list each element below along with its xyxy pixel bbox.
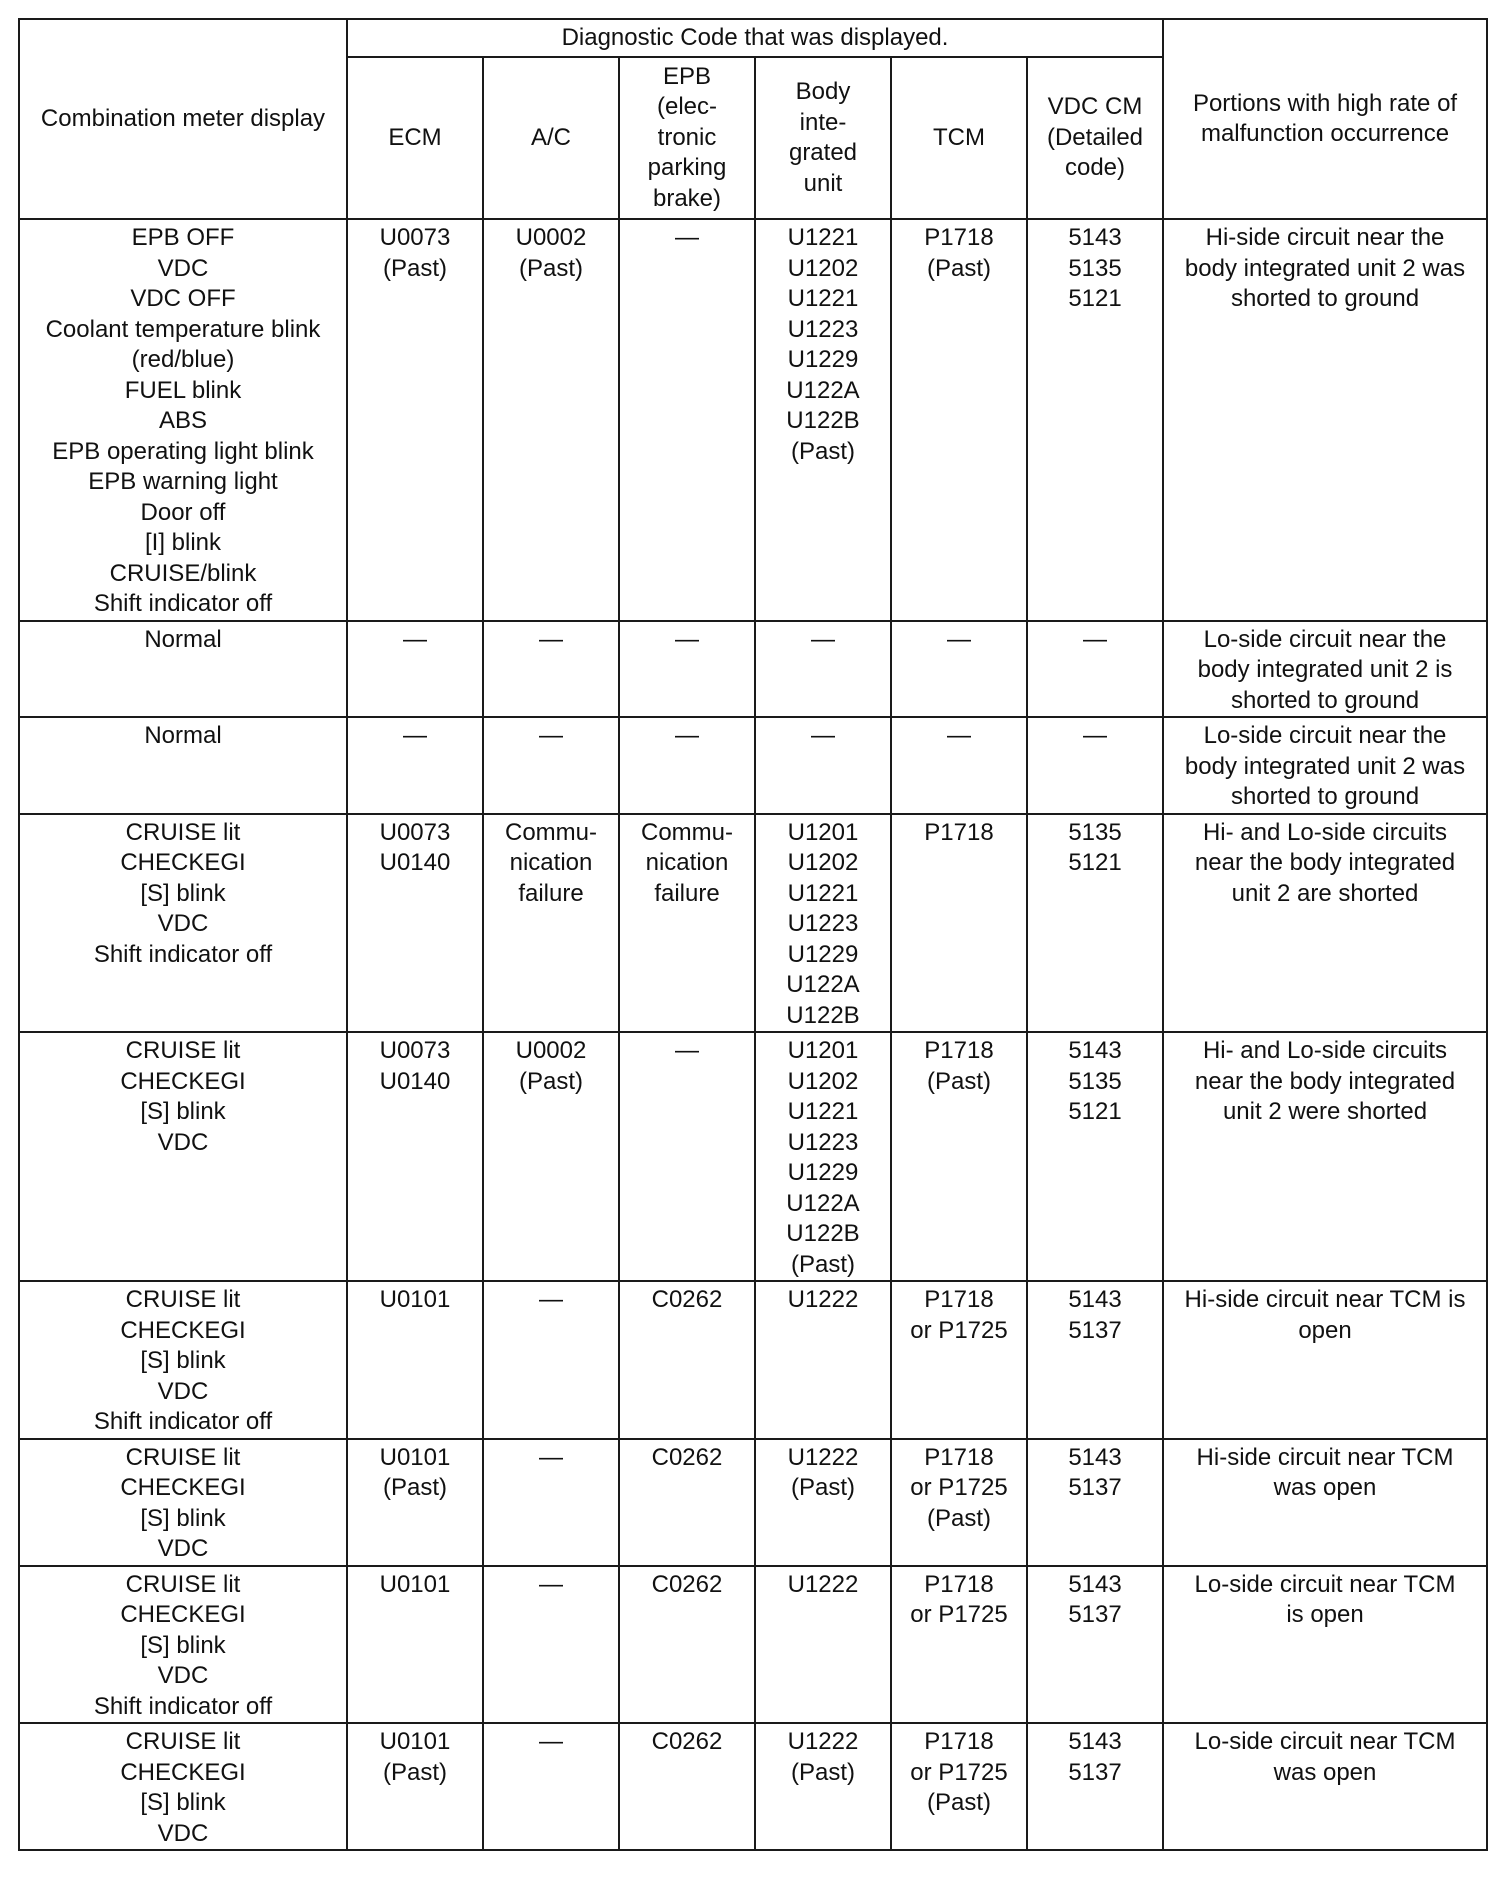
cell-line: P1718 xyxy=(924,1037,994,1064)
cell-line: CRUISE lit xyxy=(125,1570,241,1598)
cell-line: 5121 xyxy=(1068,849,1122,876)
cell-line: (Past) xyxy=(790,1758,855,1786)
cell-tcm xyxy=(891,1439,1027,1566)
cell-line: [I] blink xyxy=(144,529,222,556)
cell-line: Hi-side circuit near TCM xyxy=(1196,1443,1454,1471)
cell-line: — xyxy=(947,722,971,749)
cell-line: — xyxy=(1083,722,1107,749)
cell-line: malfunction occurrence xyxy=(1200,120,1450,147)
header-portions xyxy=(1163,19,1487,219)
header-ecm xyxy=(347,57,483,219)
cell-body-integrated-unit xyxy=(755,1566,891,1724)
table-row xyxy=(19,1723,1487,1850)
cell-line: U1202 xyxy=(787,254,859,282)
table-row xyxy=(19,1032,1487,1281)
cell-line: inte- xyxy=(799,108,847,136)
cell-line: VDC xyxy=(157,1377,209,1405)
cell-line: — xyxy=(1083,625,1107,653)
table-row xyxy=(19,1566,1487,1724)
cell-line: FUEL blink xyxy=(124,376,242,404)
cell-line: (elec- xyxy=(656,93,717,121)
cell-tcm xyxy=(891,814,1027,1033)
cell-meter-display xyxy=(19,219,347,621)
cell-line: U1201 xyxy=(787,1037,859,1064)
cell-line: Portions with high rate of xyxy=(1192,89,1458,117)
header-epb xyxy=(619,57,755,219)
cell-ac xyxy=(483,621,619,718)
cell-tcm xyxy=(891,1032,1027,1281)
cell-line: or P1725 xyxy=(910,1758,1008,1786)
cell-portions xyxy=(1163,621,1487,718)
cell-line: — xyxy=(539,1728,563,1755)
cell-line: U0101 xyxy=(379,1443,451,1471)
cell-line: U1229 xyxy=(787,940,859,968)
cell-line: CHECKEGI xyxy=(120,849,246,876)
cell-line: (Past) xyxy=(382,1474,447,1501)
cell-line: body integrated unit 2 was xyxy=(1184,752,1466,780)
cell-line: U1221 xyxy=(787,285,859,312)
cell-line: VDC xyxy=(157,1662,209,1689)
cell-ac xyxy=(483,717,619,814)
cell-line: or P1725 xyxy=(910,1474,1008,1501)
cell-body-integrated-unit xyxy=(755,1032,891,1281)
cell-line: U122A xyxy=(786,971,860,998)
cell-line: or P1725 xyxy=(910,1316,1008,1344)
cell-portions xyxy=(1163,1439,1487,1566)
table-body xyxy=(19,219,1487,1850)
cell-line: 5137 xyxy=(1068,1758,1122,1786)
cell-tcm xyxy=(891,1723,1027,1850)
cell-line: EPB OFF xyxy=(131,224,235,251)
cell-line: shorted to ground xyxy=(1230,686,1420,714)
cell-line: — xyxy=(539,1570,563,1598)
cell-line: Lo-side circuit near TCM xyxy=(1194,1570,1456,1598)
cell-line: CHECKEGI xyxy=(120,1474,246,1501)
cell-line: CRUISE lit xyxy=(125,818,241,846)
cell-line: 5143 xyxy=(1068,1570,1122,1598)
cell-ecm xyxy=(347,621,483,718)
cell-line: nication xyxy=(509,849,593,876)
cell-vdc-cm xyxy=(1027,1281,1163,1439)
cell-tcm xyxy=(891,717,1027,814)
cell-line: near the body integrated xyxy=(1194,1067,1456,1095)
cell-ecm xyxy=(347,1723,483,1850)
cell-line: — xyxy=(675,224,699,251)
cell-line: U0101 xyxy=(379,1728,451,1755)
cell-line: body integrated unit 2 is xyxy=(1197,656,1453,683)
cell-vdc-cm xyxy=(1027,1566,1163,1724)
cell-epb xyxy=(619,1723,755,1850)
cell-line: unit xyxy=(803,169,843,197)
cell-ecm xyxy=(347,717,483,814)
cell-line: unit 2 were shorted xyxy=(1222,1098,1428,1125)
cell-vdc-cm xyxy=(1027,814,1163,1033)
cell-ecm xyxy=(347,1566,483,1724)
cell-line: P1718 xyxy=(924,224,994,251)
cell-line: code) xyxy=(1064,154,1126,182)
cell-portions xyxy=(1163,1032,1487,1281)
cell-portions xyxy=(1163,814,1487,1033)
cell-meter-display xyxy=(19,814,347,1033)
cell-line: CHECKEGI xyxy=(120,1601,246,1628)
cell-ac xyxy=(483,1723,619,1850)
cell-body-integrated-unit xyxy=(755,717,891,814)
cell-line: VDC OFF xyxy=(130,285,236,312)
cell-line: 5143 xyxy=(1068,1037,1122,1064)
cell-line: U1229 xyxy=(787,1159,859,1186)
cell-ecm xyxy=(347,814,483,1033)
cell-line: near the body integrated xyxy=(1194,849,1456,876)
cell-epb xyxy=(619,219,755,621)
cell-line: CHECKEGI xyxy=(120,1067,246,1095)
cell-portions xyxy=(1163,1281,1487,1439)
cell-line: 5135 xyxy=(1068,818,1122,846)
cell-line: Door off xyxy=(140,498,226,526)
cell-line: EPB operating light blink xyxy=(52,437,314,465)
cell-line: Hi-side circuit near the xyxy=(1205,224,1445,251)
cell-meter-display xyxy=(19,1723,347,1850)
cell-portions xyxy=(1163,1566,1487,1724)
cell-epb xyxy=(619,1566,755,1724)
cell-ac xyxy=(483,1566,619,1724)
cell-line: U0073 xyxy=(379,1037,451,1064)
cell-line: — xyxy=(675,1037,699,1064)
table-row xyxy=(19,621,1487,718)
cell-line: (Past) xyxy=(926,254,991,282)
cell-line: C0262 xyxy=(651,1443,723,1471)
cell-portions xyxy=(1163,717,1487,814)
cell-line: (Past) xyxy=(926,1067,991,1095)
cell-body-integrated-unit xyxy=(755,1281,891,1439)
cell-line: 5135 xyxy=(1068,1067,1122,1095)
header-row-1 xyxy=(19,19,1487,57)
cell-line: (Past) xyxy=(790,1474,855,1501)
cell-line: tronic xyxy=(657,123,717,151)
cell-tcm xyxy=(891,219,1027,621)
cell-ac xyxy=(483,219,619,621)
cell-line: Shift indicator off xyxy=(93,1692,273,1720)
cell-line: (Past) xyxy=(382,1758,447,1786)
cell-line: A/C xyxy=(530,123,571,151)
cell-portions xyxy=(1163,1723,1487,1850)
cell-ac xyxy=(483,1439,619,1566)
cell-line: U0101 xyxy=(379,1286,451,1313)
cell-vdc-cm xyxy=(1027,717,1163,814)
cell-portions xyxy=(1163,219,1487,621)
cell-line: CRUISE lit xyxy=(125,1728,241,1755)
header-vdc-cm xyxy=(1027,57,1163,219)
cell-vdc-cm xyxy=(1027,621,1163,718)
cell-line: U1221 xyxy=(787,224,859,251)
cell-epb xyxy=(619,1032,755,1281)
cell-line: Commu- xyxy=(640,818,733,846)
cell-line: [S] blink xyxy=(140,1631,226,1659)
cell-line: U122A xyxy=(786,1189,860,1217)
table-row xyxy=(19,814,1487,1033)
cell-ecm xyxy=(347,1032,483,1281)
table-row xyxy=(19,717,1487,814)
cell-line: U122B xyxy=(786,407,860,434)
cell-line: failure xyxy=(654,879,720,907)
cell-line: Normal xyxy=(144,625,222,653)
cell-line: (Detailed xyxy=(1046,123,1144,151)
cell-line: 5143 xyxy=(1068,1443,1122,1471)
cell-line: U1229 xyxy=(787,346,859,373)
cell-line: U0101 xyxy=(379,1570,451,1598)
cell-line: 5137 xyxy=(1068,1316,1122,1344)
cell-epb xyxy=(619,621,755,718)
cell-line: VDC CM xyxy=(1047,93,1143,121)
cell-body-integrated-unit xyxy=(755,1723,891,1850)
cell-line: U0002 xyxy=(515,1037,587,1064)
cell-line: U1222 xyxy=(787,1286,859,1313)
cell-line: VDC xyxy=(157,1819,209,1847)
cell-line: U1223 xyxy=(787,910,859,937)
cell-line: Lo-side circuit near TCM xyxy=(1194,1728,1456,1755)
cell-line: ABS xyxy=(158,407,208,434)
cell-line: U1222 xyxy=(787,1443,859,1471)
cell-line: (Past) xyxy=(926,1504,991,1532)
cell-line: — xyxy=(675,625,699,653)
cell-line: open xyxy=(1298,1316,1352,1344)
cell-line: P1718 xyxy=(924,1286,994,1313)
cell-line: [S] blink xyxy=(140,1347,226,1374)
cell-line: Hi- and Lo-side circuits xyxy=(1202,818,1448,846)
cell-line: Shift indicator off xyxy=(93,1408,273,1435)
cell-line: (Past) xyxy=(382,254,447,282)
cell-vdc-cm xyxy=(1027,1723,1163,1850)
cell-line: VDC xyxy=(157,1535,209,1562)
cell-line: (Past) xyxy=(790,1250,855,1278)
cell-meter-display xyxy=(19,717,347,814)
cell-line: U0140 xyxy=(379,1067,451,1095)
header-meter-display xyxy=(19,19,347,219)
cell-line: failure xyxy=(518,879,584,907)
cell-line: — xyxy=(811,722,835,749)
cell-line: EPB warning light xyxy=(88,468,278,495)
cell-line: U1221 xyxy=(787,1098,859,1125)
cell-line: U1221 xyxy=(787,879,859,907)
cell-line: P1718 xyxy=(924,1728,994,1755)
cell-line: CHECKEGI xyxy=(120,1758,246,1786)
cell-body-integrated-unit xyxy=(755,814,891,1033)
cell-line: Combination meter display xyxy=(40,104,326,132)
cell-line: C0262 xyxy=(651,1728,723,1755)
cell-line: 5143 xyxy=(1068,1728,1122,1755)
cell-line: U1223 xyxy=(787,1128,859,1156)
diagnostic-code-table xyxy=(18,18,1488,1851)
cell-line: — xyxy=(947,625,971,653)
cell-line: CRUISE lit xyxy=(125,1037,241,1064)
cell-ecm xyxy=(347,219,483,621)
cell-line: U0140 xyxy=(379,849,451,876)
cell-meter-display xyxy=(19,621,347,718)
cell-line: was open xyxy=(1273,1474,1377,1501)
cell-meter-display xyxy=(19,1439,347,1566)
cell-line: TCM xyxy=(933,123,985,151)
header-body-integrated-unit xyxy=(755,57,891,219)
cell-line: 5135 xyxy=(1068,254,1122,282)
cell-line: or P1725 xyxy=(910,1601,1008,1628)
cell-vdc-cm xyxy=(1027,1032,1163,1281)
cell-line: Lo-side circuit near the xyxy=(1203,722,1447,749)
cell-line: — xyxy=(539,1286,563,1313)
cell-epb xyxy=(619,1439,755,1566)
cell-ecm xyxy=(347,1439,483,1566)
cell-tcm xyxy=(891,1281,1027,1439)
cell-line: Shift indicator off xyxy=(93,590,273,617)
cell-line: Hi- and Lo-side circuits xyxy=(1202,1037,1448,1064)
cell-line: (red/blue) xyxy=(131,346,235,373)
cell-epb xyxy=(619,717,755,814)
cell-line: (Past) xyxy=(790,437,855,465)
cell-ac xyxy=(483,1281,619,1439)
cell-line: 5137 xyxy=(1068,1474,1122,1501)
cell-line: shorted to ground xyxy=(1230,285,1420,312)
table-row xyxy=(19,1281,1487,1439)
cell-line: 5143 xyxy=(1068,224,1122,251)
cell-line: body integrated unit 2 was xyxy=(1184,254,1466,282)
cell-line: 5121 xyxy=(1068,1098,1122,1125)
cell-ecm xyxy=(347,1281,483,1439)
cell-line: [S] blink xyxy=(140,1098,226,1125)
header-ac xyxy=(483,57,619,219)
cell-line: Body xyxy=(795,78,851,105)
cell-line: was open xyxy=(1273,1758,1377,1786)
cell-line: [S] blink xyxy=(140,1504,226,1532)
cell-line: U1222 xyxy=(787,1728,859,1755)
cell-line: U0073 xyxy=(379,818,451,846)
cell-tcm xyxy=(891,1566,1027,1724)
cell-vdc-cm xyxy=(1027,219,1163,621)
cell-line: Coolant temperature blink xyxy=(45,315,321,343)
table-row xyxy=(19,1439,1487,1566)
cell-line: 5137 xyxy=(1068,1601,1122,1628)
header-tcm xyxy=(891,57,1027,219)
cell-line: Normal xyxy=(144,722,222,749)
cell-ac xyxy=(483,1032,619,1281)
cell-line: — xyxy=(539,722,563,749)
cell-line: unit 2 are shorted xyxy=(1231,879,1419,907)
cell-line: C0262 xyxy=(651,1570,723,1598)
cell-line: brake) xyxy=(652,184,722,212)
cell-line: CRUISE lit xyxy=(125,1286,241,1313)
cell-epb xyxy=(619,814,755,1033)
cell-line: — xyxy=(539,1443,563,1471)
cell-line: P1718 xyxy=(924,818,994,846)
cell-line: grated xyxy=(788,139,858,166)
cell-line: Hi-side circuit near TCM is xyxy=(1184,1286,1466,1313)
cell-line: (Past) xyxy=(518,1067,583,1095)
cell-line: ECM xyxy=(388,123,442,151)
cell-line: — xyxy=(811,625,835,653)
cell-line: Lo-side circuit near the xyxy=(1203,625,1447,653)
cell-line: P1718 xyxy=(924,1443,994,1471)
cell-line: EPB xyxy=(662,62,712,90)
cell-line: U1202 xyxy=(787,849,859,876)
cell-line: [S] blink xyxy=(140,1789,226,1816)
cell-line: P1718 xyxy=(924,1570,994,1598)
cell-line: — xyxy=(539,625,563,653)
cell-line: VDC xyxy=(157,254,209,282)
cell-line: is open xyxy=(1286,1601,1364,1628)
cell-meter-display xyxy=(19,1566,347,1724)
cell-line: CRUISE lit xyxy=(125,1443,241,1471)
cell-line: [S] blink xyxy=(140,879,226,907)
cell-line: — xyxy=(403,722,427,749)
cell-line: U1222 xyxy=(787,1570,859,1598)
cell-vdc-cm xyxy=(1027,1439,1163,1566)
header-diagnostic-code-group: Diagnostic Code that was displayed. xyxy=(347,19,1163,57)
table-row xyxy=(19,219,1487,621)
cell-meter-display xyxy=(19,1281,347,1439)
cell-body-integrated-unit xyxy=(755,1439,891,1566)
cell-line: 5143 xyxy=(1068,1286,1122,1313)
cell-line: VDC xyxy=(157,910,209,937)
cell-line: shorted to ground xyxy=(1230,783,1420,810)
cell-line: U122A xyxy=(786,376,860,404)
cell-line: Shift indicator off xyxy=(93,940,273,968)
cell-ac xyxy=(483,814,619,1033)
cell-meter-display xyxy=(19,1032,347,1281)
cell-line: Commu- xyxy=(504,818,597,846)
cell-line: VDC xyxy=(157,1128,209,1156)
cell-line: parking xyxy=(647,154,727,182)
cell-line: nication xyxy=(645,849,729,876)
cell-line: CHECKEGI xyxy=(120,1316,246,1344)
cell-line: (Past) xyxy=(518,254,583,282)
cell-line: — xyxy=(403,625,427,653)
cell-line: U0002 xyxy=(515,224,587,251)
cell-line: CRUISE/blink xyxy=(109,559,257,587)
cell-line: U0073 xyxy=(379,224,451,251)
cell-line: U1202 xyxy=(787,1067,859,1095)
cell-body-integrated-unit xyxy=(755,621,891,718)
cell-line: U122B xyxy=(786,1220,860,1247)
cell-body-integrated-unit xyxy=(755,219,891,621)
cell-tcm xyxy=(891,621,1027,718)
cell-line: 5121 xyxy=(1068,285,1122,312)
cell-line: C0262 xyxy=(651,1286,723,1313)
cell-line: U1223 xyxy=(787,315,859,343)
cell-epb xyxy=(619,1281,755,1439)
cell-line: U122B xyxy=(786,1001,860,1029)
cell-line: U1201 xyxy=(787,818,859,846)
cell-line: — xyxy=(675,722,699,749)
cell-line: (Past) xyxy=(926,1789,991,1816)
